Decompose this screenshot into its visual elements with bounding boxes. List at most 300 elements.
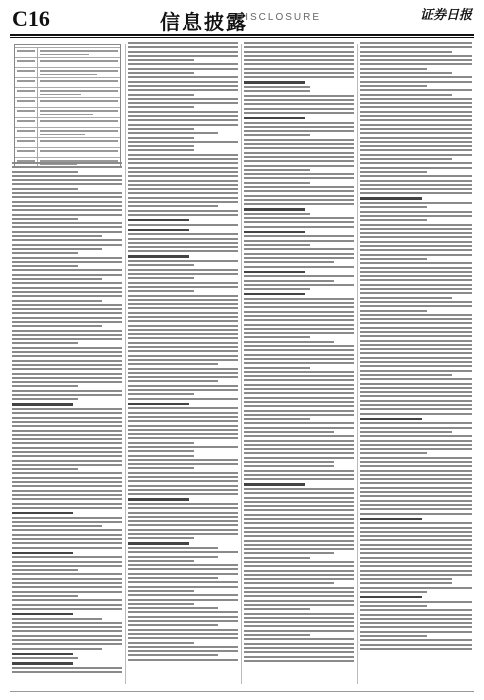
text-line <box>12 226 122 228</box>
text-line <box>360 275 472 277</box>
text-line <box>244 414 354 416</box>
text-line <box>128 320 238 322</box>
text-line <box>360 582 452 584</box>
text-line <box>128 512 238 514</box>
text-line <box>360 94 452 96</box>
text-line <box>128 124 238 126</box>
text-line <box>128 385 238 387</box>
text-line <box>128 145 194 147</box>
text-line <box>360 478 472 480</box>
text-line <box>360 171 427 173</box>
text-line <box>360 141 472 143</box>
text-line <box>128 197 238 199</box>
text-line <box>244 63 354 65</box>
text-line <box>12 455 122 457</box>
text-line <box>128 398 238 400</box>
text-line <box>12 421 122 423</box>
text-line <box>12 377 122 379</box>
text-line <box>360 98 472 100</box>
text-line <box>128 507 238 509</box>
text-line <box>12 201 122 203</box>
text-line <box>128 355 238 357</box>
text-line <box>244 634 310 636</box>
text-line <box>360 400 472 402</box>
table-row <box>15 57 120 67</box>
text-line <box>244 345 354 347</box>
text-line <box>128 346 238 348</box>
text-line <box>12 630 122 632</box>
text-line <box>12 355 122 357</box>
text-line <box>360 465 472 467</box>
text-line <box>128 224 238 226</box>
text-line <box>12 183 122 185</box>
text-line <box>360 361 472 363</box>
text-line <box>244 68 354 70</box>
column-divider <box>357 44 358 684</box>
text-line <box>244 266 354 268</box>
text-line <box>12 565 122 567</box>
text-line <box>360 535 472 537</box>
text-line <box>360 391 472 393</box>
table-row <box>15 127 120 137</box>
text-line <box>360 340 472 342</box>
text-line <box>360 531 472 533</box>
text-line <box>12 209 122 211</box>
text-line <box>128 205 218 207</box>
text-line <box>128 389 238 391</box>
text-line <box>360 457 472 459</box>
text-line <box>128 463 238 465</box>
text-line <box>128 210 238 212</box>
text-line <box>12 338 122 340</box>
text-line <box>128 633 238 635</box>
text-line <box>12 578 122 580</box>
text-line <box>128 616 238 618</box>
table-row <box>15 97 120 107</box>
text-line <box>244 371 354 373</box>
text-line <box>12 412 122 414</box>
text-line <box>128 162 238 164</box>
text-line <box>360 574 472 576</box>
text-line <box>128 167 238 169</box>
text-line <box>128 46 238 48</box>
text-line <box>360 639 472 641</box>
text-line <box>128 119 238 121</box>
text-line <box>12 300 102 302</box>
text-line <box>244 182 310 184</box>
text-line <box>12 635 122 637</box>
text-line <box>360 548 472 550</box>
text-line <box>244 328 354 330</box>
text-line <box>360 167 472 169</box>
text-line <box>244 457 354 459</box>
text-line <box>128 307 238 309</box>
text-line <box>12 278 102 280</box>
text-line <box>244 660 354 662</box>
text-line <box>360 81 472 83</box>
text-line <box>12 485 122 487</box>
text-line <box>128 132 218 134</box>
text-line <box>128 242 238 244</box>
text-line <box>360 561 472 563</box>
text-line <box>128 537 194 539</box>
text-line <box>128 277 194 279</box>
text-line <box>360 119 472 121</box>
text-line <box>12 325 102 327</box>
text-line <box>244 392 354 394</box>
text-line <box>128 446 238 448</box>
text-line <box>128 573 238 575</box>
text-line <box>244 152 354 154</box>
text-line <box>12 244 122 246</box>
text-line <box>360 184 472 186</box>
text-line <box>244 324 354 326</box>
text-line <box>128 489 238 491</box>
text-line <box>128 485 238 487</box>
text-line <box>244 651 354 653</box>
text-line <box>12 517 122 519</box>
text-line <box>244 474 354 476</box>
text-line <box>128 312 238 314</box>
text-line <box>128 72 194 74</box>
text-line <box>128 363 218 365</box>
table-row <box>15 147 120 157</box>
table-row <box>15 47 120 57</box>
text-line <box>244 315 354 317</box>
text-line <box>360 211 472 213</box>
text-line <box>128 238 238 240</box>
text-line <box>360 527 472 529</box>
text-line <box>12 312 122 314</box>
text-line <box>244 578 354 580</box>
text-line <box>360 162 472 164</box>
text-line <box>128 393 194 395</box>
text-line <box>360 192 472 194</box>
text-line <box>244 143 354 145</box>
text-line <box>128 102 238 104</box>
text-line <box>244 501 354 503</box>
text-line <box>12 671 122 673</box>
text-line <box>360 124 472 126</box>
text-line <box>360 395 472 397</box>
text-line <box>128 68 238 70</box>
text-line <box>244 203 354 205</box>
text-line <box>128 106 194 108</box>
text-line <box>128 412 238 414</box>
text-line <box>360 644 472 646</box>
text-line <box>244 552 334 554</box>
text-line <box>12 498 122 500</box>
text-line <box>360 137 472 139</box>
text-line <box>360 365 472 367</box>
text-line <box>360 267 472 269</box>
text-line <box>128 149 194 151</box>
text-line <box>128 246 238 248</box>
article-column-2 <box>128 42 238 688</box>
text-line <box>360 305 472 307</box>
text-line <box>12 643 122 645</box>
text-line <box>12 417 122 419</box>
text-line <box>128 98 238 100</box>
text-line <box>12 512 73 514</box>
text-line <box>244 422 354 424</box>
text-line <box>360 374 452 376</box>
text-line <box>128 260 238 262</box>
text-line <box>360 487 472 489</box>
text-line <box>244 306 354 308</box>
text-line <box>244 544 354 546</box>
text-line <box>360 331 472 333</box>
text-line <box>244 418 310 420</box>
text-line <box>244 235 354 237</box>
text-line <box>244 531 354 533</box>
text-line <box>244 108 354 110</box>
text-line <box>128 480 238 482</box>
text-line <box>360 132 472 134</box>
text-line <box>244 561 354 563</box>
text-line <box>360 565 472 567</box>
text-line <box>244 186 354 188</box>
text-line <box>244 217 354 219</box>
text-line <box>360 68 427 70</box>
text-line <box>244 540 354 542</box>
text-line <box>12 295 122 297</box>
text-line <box>128 171 238 173</box>
text-line <box>360 357 472 359</box>
text-line <box>360 452 427 454</box>
article-column-1 <box>12 162 122 692</box>
text-line <box>12 608 122 610</box>
text-line <box>12 653 73 655</box>
text-line <box>128 581 238 583</box>
text-line <box>12 308 122 310</box>
text-line <box>244 130 354 132</box>
text-line <box>244 362 354 364</box>
text-line <box>360 461 472 463</box>
text-line <box>12 394 122 396</box>
text-line <box>12 205 122 207</box>
text-line <box>360 180 472 182</box>
text-line <box>360 241 472 243</box>
article-column-4 <box>360 42 472 682</box>
text-line <box>360 448 472 450</box>
text-line <box>244 388 354 390</box>
text-line <box>128 564 238 566</box>
text-line <box>360 232 472 234</box>
text-line <box>244 240 354 242</box>
text-line <box>12 282 122 284</box>
text-line <box>12 481 122 483</box>
text-line <box>128 529 238 531</box>
text-line <box>244 470 354 472</box>
text-line <box>128 229 189 231</box>
text-line <box>244 46 354 48</box>
text-line <box>12 166 122 168</box>
text-line <box>360 89 472 91</box>
text-line <box>360 301 472 303</box>
text-line <box>360 591 427 593</box>
text-line <box>128 154 238 156</box>
text-line <box>128 654 218 656</box>
text-line <box>244 444 354 446</box>
text-line <box>360 404 472 406</box>
text-line <box>128 269 238 271</box>
table-row <box>15 87 120 97</box>
text-line <box>360 648 472 650</box>
text-line <box>360 245 472 247</box>
text-line <box>244 244 310 246</box>
text-line <box>244 461 334 463</box>
text-line <box>360 348 472 350</box>
text-line <box>128 188 238 190</box>
text-line <box>128 303 238 305</box>
text-line <box>360 491 472 493</box>
text-line <box>12 561 122 563</box>
text-line <box>12 472 122 474</box>
text-line <box>128 603 194 605</box>
text-line <box>128 568 238 570</box>
text-line <box>244 483 305 485</box>
text-line <box>128 359 238 361</box>
text-line <box>244 349 354 351</box>
text-line <box>360 470 472 472</box>
text-line <box>360 158 452 160</box>
text-line <box>360 262 472 264</box>
text-line <box>360 435 472 437</box>
text-line <box>128 158 238 160</box>
text-line <box>244 427 354 429</box>
text-line <box>12 442 122 444</box>
text-line <box>244 190 354 192</box>
text-line <box>360 297 452 299</box>
text-line <box>244 431 334 433</box>
header-rule <box>10 34 474 36</box>
text-line <box>12 261 122 263</box>
text-line <box>244 591 354 593</box>
text-line <box>360 587 472 589</box>
text-line <box>360 219 427 221</box>
text-line <box>360 310 427 312</box>
text-line <box>12 321 122 323</box>
text-line <box>128 476 238 478</box>
text-line <box>244 42 354 44</box>
text-line <box>360 111 472 113</box>
text-line <box>128 85 238 87</box>
text-line <box>244 195 354 197</box>
text-line <box>360 206 427 208</box>
text-line <box>128 607 218 609</box>
text-line <box>12 342 78 344</box>
text-line <box>12 175 122 177</box>
text-line <box>128 175 238 177</box>
text-line <box>360 431 452 433</box>
text-line <box>128 407 238 409</box>
text-line <box>360 508 472 510</box>
text-line <box>244 117 305 119</box>
text-line <box>360 482 472 484</box>
text-line <box>360 279 472 281</box>
text-line <box>12 521 122 523</box>
section-title: 信息披露 <box>160 10 248 34</box>
text-line <box>244 319 354 321</box>
text-line <box>360 352 472 354</box>
text-line <box>360 504 472 506</box>
text-line <box>128 372 238 374</box>
text-line <box>360 288 472 290</box>
text-line <box>12 317 122 319</box>
text-line <box>360 635 427 637</box>
text-line <box>360 51 452 53</box>
text-line <box>360 55 472 57</box>
text-line <box>244 397 354 399</box>
text-line <box>360 85 427 87</box>
text-line <box>244 604 354 606</box>
text-line <box>128 290 194 292</box>
text-line <box>244 139 354 141</box>
text-line <box>244 527 354 529</box>
text-line <box>244 284 354 286</box>
text-line <box>128 493 238 495</box>
text-line <box>244 248 354 250</box>
text-line <box>360 522 472 524</box>
text-line <box>12 503 122 505</box>
text-line <box>244 465 334 467</box>
text-line <box>244 452 354 454</box>
text-line <box>12 360 122 362</box>
text-line <box>360 500 472 502</box>
text-line <box>128 560 194 562</box>
text-line <box>244 271 305 273</box>
text-line <box>244 213 310 215</box>
text-line <box>360 387 472 389</box>
text-line <box>128 337 238 339</box>
text-line <box>244 336 310 338</box>
text-line <box>244 156 354 158</box>
text-line <box>128 433 238 435</box>
text-line <box>12 373 122 375</box>
text-line <box>244 574 354 576</box>
text-line <box>360 570 472 572</box>
text-line <box>244 51 354 53</box>
text-line <box>128 659 238 661</box>
text-line <box>244 643 354 645</box>
text-line <box>128 624 218 626</box>
text-line <box>360 539 472 541</box>
text-line <box>12 490 122 492</box>
text-line <box>128 295 238 297</box>
column-divider <box>125 44 126 684</box>
text-line <box>128 403 189 405</box>
text-line <box>244 384 354 386</box>
text-line <box>244 122 354 124</box>
text-line <box>360 605 427 607</box>
text-line <box>128 459 238 461</box>
text-line <box>128 620 238 622</box>
text-line <box>128 81 238 83</box>
text-line <box>12 582 122 584</box>
text-line <box>360 202 472 204</box>
text-line <box>360 76 472 78</box>
text-line <box>12 447 122 449</box>
text-line <box>360 614 472 616</box>
column-divider <box>241 44 242 684</box>
text-line <box>12 274 122 276</box>
text-line <box>128 611 238 613</box>
table-row <box>15 137 120 147</box>
text-line <box>244 613 354 615</box>
text-line <box>360 236 472 238</box>
text-line <box>128 455 194 457</box>
